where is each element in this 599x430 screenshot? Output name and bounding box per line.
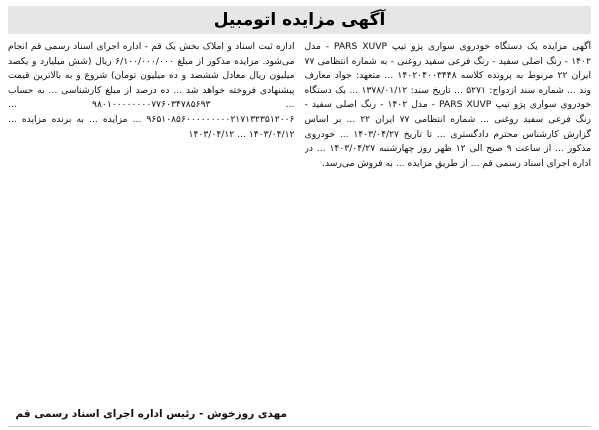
notice-text-left: اداره ثبت اسناد و املاک بخش یک قم - اداره اجرای اسناد رسمی قم انجام می‌شود. مزایده مذکور از مبلغ ۶/۱۰۰/۰۰۰/۰۰۰ ریال (شش میلیارد و یکصد میلیون ریال معادل ششصد و ده میلیون تومان) شروع و به بالاترین قیمت پیشنهادی فروخته خواهد شد ... ده درصد از مبلغ کارشناسی ... به حساب ... ۹۸۰۱۰۰۰۰۰۰۰۰۷۷۶۰۳۴۷۸۵۶۹۳ ... ۹۶۵۱۰۸۵۶۰۰۰۰۰۰۰۰۰۲۱۷۱۳۲۳۵۱۲۰۰۶ ... مزایده ... به برنده مزایده ... ۱۴۰۳/۰۴/۱۲ ... ۱۴۰۳/۰۴/۱۲ [8,41,295,140]
notice-column-right [305,40,592,422]
notice-column-left [8,40,295,422]
signature-line: مهدی روزخوش - رئیس اداره اجرای اسناد رسمی قم [15,408,288,421]
notice-title: آگهی مزایده اتومبیل [213,10,386,30]
notice-text-right: آگهی مزایده یک دستگاه خودروی سواری پژو تیپ PARS XUVP - مدل ۱۴۰۲ - رنگ اصلی سفید - رنگ فرعی سفید روغنی - به شماره انتظامی ۷۷ ایران ۲۲ مربوط به پرونده کلاسه ۱۴۰۲۰۴۰۰۳۴۴۸ ... متعهد: جواد معارف وند ... شماره سند ازدواج: ۵۲۷۱ ... تاریخ سند: ۱۳۷۸/۰۱/۱۲ ... یک دستگاه خودروی سواری پژو تیپ PARS XUVP - مدل ۱۴۰۲ - رنگ اصلی سفید - رنگ فرعی سفید روغنی ... شماره انتظامی ۷۷ ایران ۲۲ ... بر اساس گزارش کارشناس محترم دادگستری ... تا تاریخ ۱۴۰۳/۰۴/۲۷ ... خودروی مذکور ... از ساعت ۹ صبح الی ۱۲ ظهر روز چهارشنبه ۱۴۰۳/۰۴/۲۷ ... در اداره اجرای اسناد رسمی قم ... از طریق مزایده ... به فروش می‌رسد. [304,41,591,169]
bottom-rule [8,426,591,427]
title-bar [8,6,591,34]
notice-columns [8,40,591,422]
